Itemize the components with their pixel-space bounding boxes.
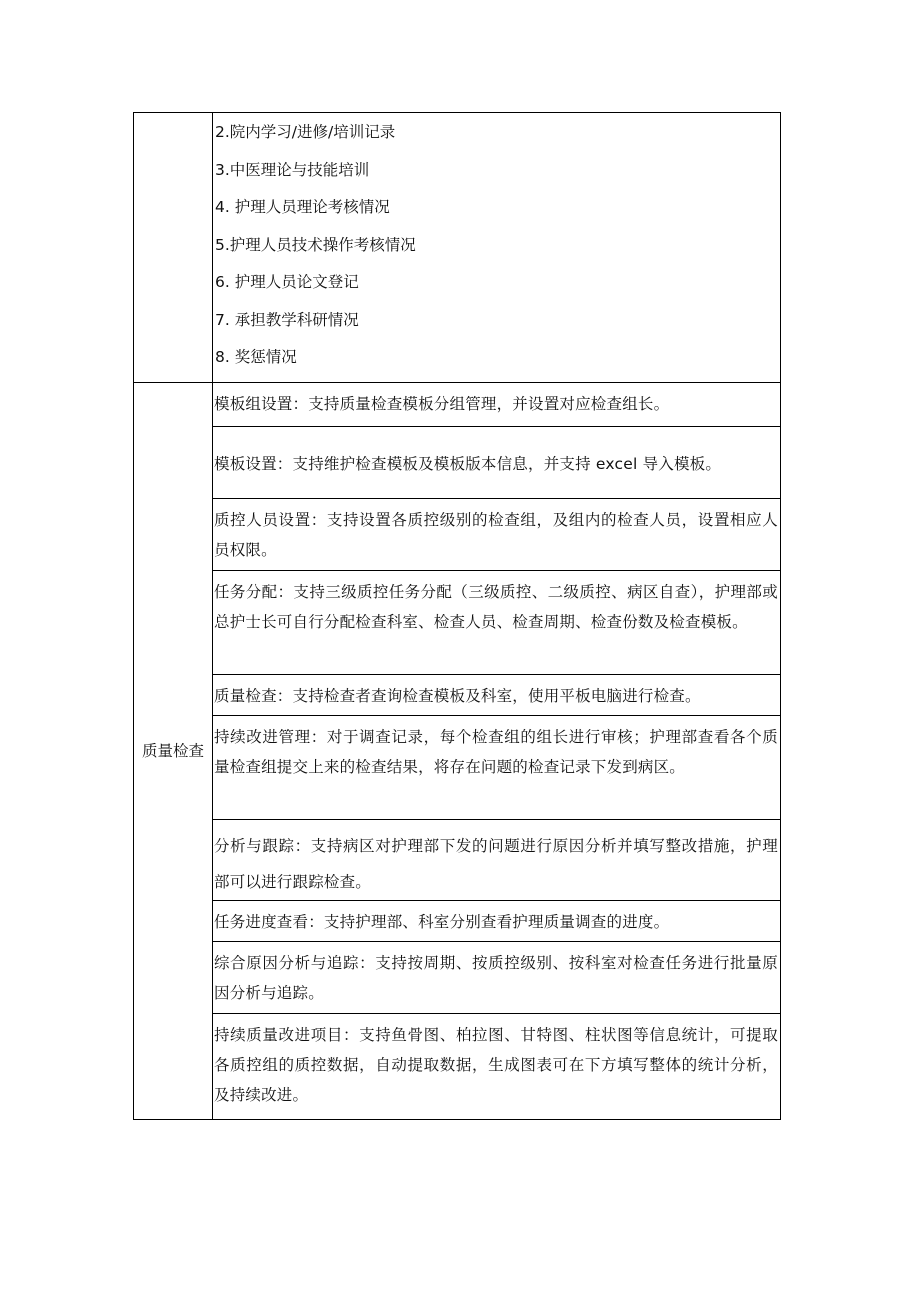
list-item: 5.护理人员技术操作考核情况 [215,235,416,254]
description-text: 任务进度查看：支持护理部、科室分别查看护理质量调查的进度。 [214,913,670,931]
table-row [134,1014,781,1120]
table-row [134,383,781,427]
requirements-table [133,112,781,1120]
description-text: 综合原因分析与追踪：支持按周期、按质控级别、按科室对检查任务进行批量原因分析与追踪。 [214,954,778,1002]
list-item: 2.院内学习/进修/培训记录 [215,123,396,141]
description-text: 质量检查：支持检查者查询检查模板及科室，使用平板电脑进行检查。 [214,687,701,705]
table-row [134,942,781,1014]
description-cell [213,675,781,716]
list-item: 7. 承担教学科研情况 [215,310,359,329]
description-cell [213,499,781,571]
table-row [134,571,781,675]
description-text: 持续质量改进项目：支持鱼骨图、柏拉图、甘特图、柱状图等信息统计，可提取各质控组的质控数据，自动提取数据，生成图表可在下方填写整体的统计分析，及持续改进。 [214,1026,778,1104]
description-cell [213,571,781,675]
description-cell [213,427,781,499]
table-row [134,427,781,499]
description-text: 模板设置：支持维护检查模板及模板版本信息，并支持 excel 导入模板。 [214,455,722,473]
table-row [134,901,781,942]
description-text: 质控人员设置：支持设置各质控级别的检查组，及组内的检查人员，设置相应人员权限。 [214,511,778,559]
empty-label-cell [134,113,213,383]
section-label: 质量检查 [134,383,213,1120]
list-item: 4. 护理人员理论考核情况 [215,198,390,216]
table-row [134,716,781,820]
table-row [134,499,781,571]
record-list-cell [213,113,781,383]
description-cell [213,716,781,820]
description-cell [213,820,781,901]
description-text: 模板组设置：支持质量检查模板分组管理，并设置对应检查组长。 [214,395,670,413]
description-text: 任务分配：支持三级质控任务分配（三级质控、二级质控、病区自查），护理部或总护士长可自行分配检查科室、检查人员、检查周期、检查份数及检查模板。 [214,583,778,631]
table-row [134,675,781,716]
description-cell [213,1014,781,1120]
description-cell [213,901,781,942]
description-cell [213,383,781,427]
description-text: 分析与跟踪：支持病区对护理部下发的问题进行原因分析并填写整改措施，护理部可以进行跟踪检查。 [214,837,778,891]
description-cell [213,942,781,1014]
table-row [134,113,781,383]
list-item: 6. 护理人员论文登记 [215,273,359,291]
list-item: 8. 奖惩情况 [215,348,297,366]
table-row [134,820,781,901]
list-item: 3.中医理论与技能培训 [215,160,370,179]
description-text: 持续改进管理：对于调查记录，每个检查组的组长进行审核；护理部查看各个质量检查组提交上来的检查结果，将存在问题的检查记录下发到病区。 [214,728,778,776]
